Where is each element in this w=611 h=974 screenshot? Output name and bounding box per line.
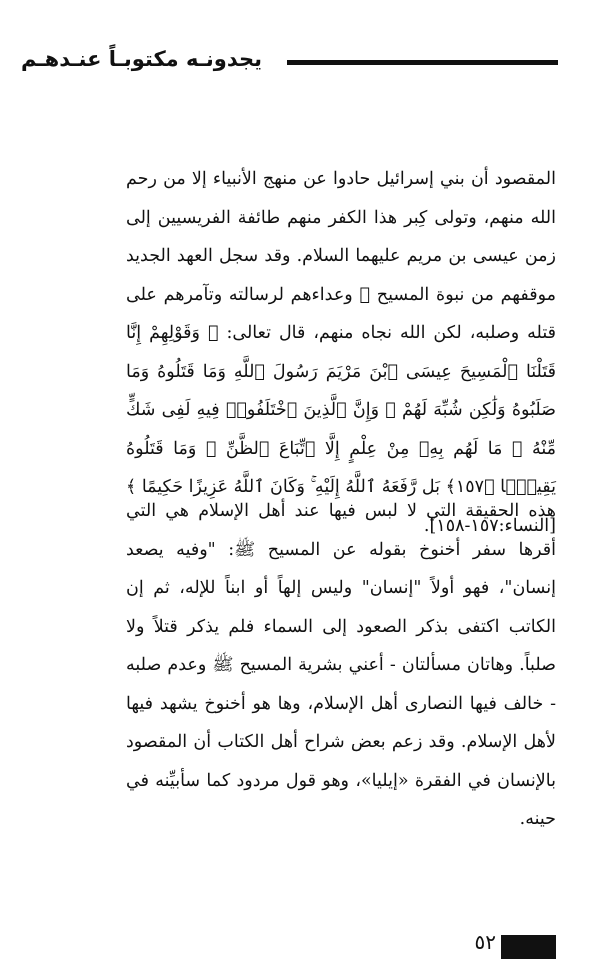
running-header-title: يجدونـه مكتوبـاً عنـدهـم	[21, 47, 262, 71]
paragraph-1	[126, 160, 556, 545]
paragraph-text: المقصود أن بني إسرائيل حادوا عن منهج الأنبياء إلا من رحم الله منهم، وتولى كِبر هذا الكفر منهم طائفة الفريسيين إلى زمن عيسى بن مريم عليهما السلام. وقد سجل العهد الجديد موقفهم من نبوة المسيح ﷺ وعداءهم لرسالته وتآمرهم على قتله وصلبه، لكن الله نجاه منهم، قال تعالى: ﴿ وَقَوْلِهِمْ إِنَّا قَتَلْنَا ٱلْمَسِيحَ عِيسَى ٱبْنَ مَرْيَمَ رَسُولَ ٱللَّهِ وَمَا قَتَلُوهُ وَمَا صَلَبُوهُ وَلَٰكِن شُبِّهَ لَهُمْ ۚ وَإِنَّ ٱلَّذِينَ ٱخْتَلَفُوا۟ فِيهِ لَفِى شَكٍّ مِّنْهُ ۚ مَا لَهُم بِهِۦ مِنْ عِلْمٍ إِلَّا ٱتِّبَاعَ ٱلظَّنِّ ۚ وَمَا قَتَلُوهُ يَقِينًۢا ﴿١٥٧﴾ بَل رَّفَعَهُ ٱللَّهُ إِلَيْهِ ۚ وَكَانَ ٱللَّهُ عَزِيزًا حَكِيمًا ﴾ [النساء:١٥٧-١٥٨].	[126, 169, 556, 536]
paragraph-text: هذه الحقيقة التي لا لبس فيها عند أهل الإسلام هي التي أقرها سفر أخنوخ بقوله عن المسيح ﷺ: "وفيه يصعد إنسان"، فهو أولاً "إنسان" وليس إلهاً أو ابناً للإله، ثم إن الكاتب اكتفى بذكر الصعود إلى السماء فلم يذكر قتلاً ولا صلباً. وهاتان مسألتان - أعني بشرية المسيح ﷺ وعدم صلبه - خالف فيها النصارى أهل الإسلام، وها هو أخنوخ يشهد فيها لأهل الإسلام. وقد زعم بعض شراح أهل الكتاب أن المقصود بالإنسان في الفقرة «إيليا»، وهو قول مردود كما سأبيِّنه في حينه.	[126, 501, 556, 829]
header-rule	[287, 60, 558, 65]
page-number: ٥٢	[474, 930, 496, 954]
page-number-block	[501, 935, 556, 959]
paragraph-2	[126, 492, 556, 839]
